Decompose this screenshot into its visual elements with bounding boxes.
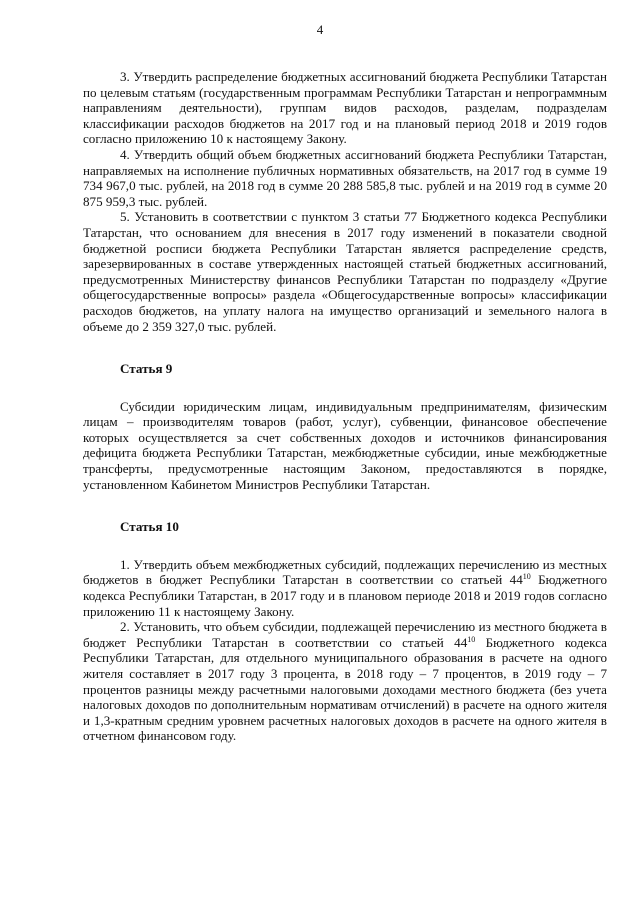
- article8-item-3: 3. Утвердить распределение бюджетных ассигнований бюджета Республики Татарстан по целевым статьям (государственным программам Республики Татарстан и непрограммным направлениям деятельности), группам видов расходов, разделам, подразделам классификации расходов бюджетов на 2017 год и на плановый период 2018 и 2019 годов согласно приложению 10 к настоящему Закону.: [83, 69, 607, 147]
- article10-item-2-text-a: 2. Установить, что объем субсидии, подлежащей перечислению из местного бюджета в бюджет Республики Татарстан в соответствии со статьей 44: [83, 619, 607, 650]
- article10-item-1: [83, 557, 607, 619]
- article9-text: Субсидии юридическим лицам, индивидуальным предпринимателям, физическим лицам – производителям товаров (работ, услуг), субвенции, финансовое обеспечение которых осуществляется за счет собственных доходов и источников финансирования дефицита бюджета Республики Татарстан, межбюджетные субсидии, иные межбюджетные трансферты, предусмотренные настоящим Законом, предоставляются в порядке, установленном Кабинетом Министров Республики Татарстан.: [83, 398, 607, 492]
- article10-item-1-text-a: 1. Утвердить объем межбюджетных субсидий, подлежащих перечислению из местных бюджетов в бюджет Республики Татарстан в соответствии со статьей 44: [83, 556, 607, 588]
- article8-item-5: 5. Установить в соответствии с пунктом 3 статьи 77 Бюджетного кодекса Республики Татарстан, что основанием для внесения в 2017 году изменений в показатели сводной бюджетной росписи бюджета Республики Татарстан является распределение средств, зарезервированных в составе утвержденных настоящей статьей бюджетных ассигнований, предусмотренных Министерству финансов Республики Татарстан по подразделу «Другие общегосударственные вопросы» раздела «Общегосударственные вопросы» классификации расходов бюджетов, на уплату налога на имущество организаций и земельного налога в объеме до 2 359 327,0 тыс. рублей.: [83, 209, 607, 334]
- article10-item-2-text-b: Бюджетного кодекса Республики Татарстан, для отдельного муниципального образования в расчете на одного жителя составляет в 2017 году 3 процента, в 2018 году – 7 процентов, в 2019 году – 7 процентов разницы между расчетными налоговыми доходами местного бюджета (без учета налоговых доходов по дополнительным нормативам отчислений) в расчете на одного жителя и 1,3-кратным средним уровнем расчетных налоговых доходов в расчете на одного жителя в отчетном финансовом году.: [83, 634, 607, 744]
- article10-item-2: [83, 619, 607, 744]
- page-number: 4: [316, 22, 324, 37]
- article10-heading: Статья 10: [120, 519, 179, 535]
- article8-item-4: 4. Утвердить общий объем бюджетных ассигнований бюджета Республики Татарстан, направляемых на исполнение публичных нормативных обязательств, на 2017 год в сумме 19 734 967,0 тыс. рублей, на 2018 год в сумме 20 288 585,8 тыс. рублей и на 2019 год в сумме 20 875 959,3 тыс. рублей.: [83, 146, 607, 209]
- article9-heading: Статья 9: [120, 361, 173, 377]
- article10-item-1-text-b: Бюджетного кодекса Республики Татарстан, в 2017 году и в плановом периоде 2018 и 2019 годов согласно приложению 11 к настоящему Закону.: [83, 572, 607, 619]
- article10-item-1-superscript: 10: [522, 572, 531, 582]
- article10-item-2-superscript: 10: [467, 634, 476, 644]
- document-body: [83, 69, 607, 744]
